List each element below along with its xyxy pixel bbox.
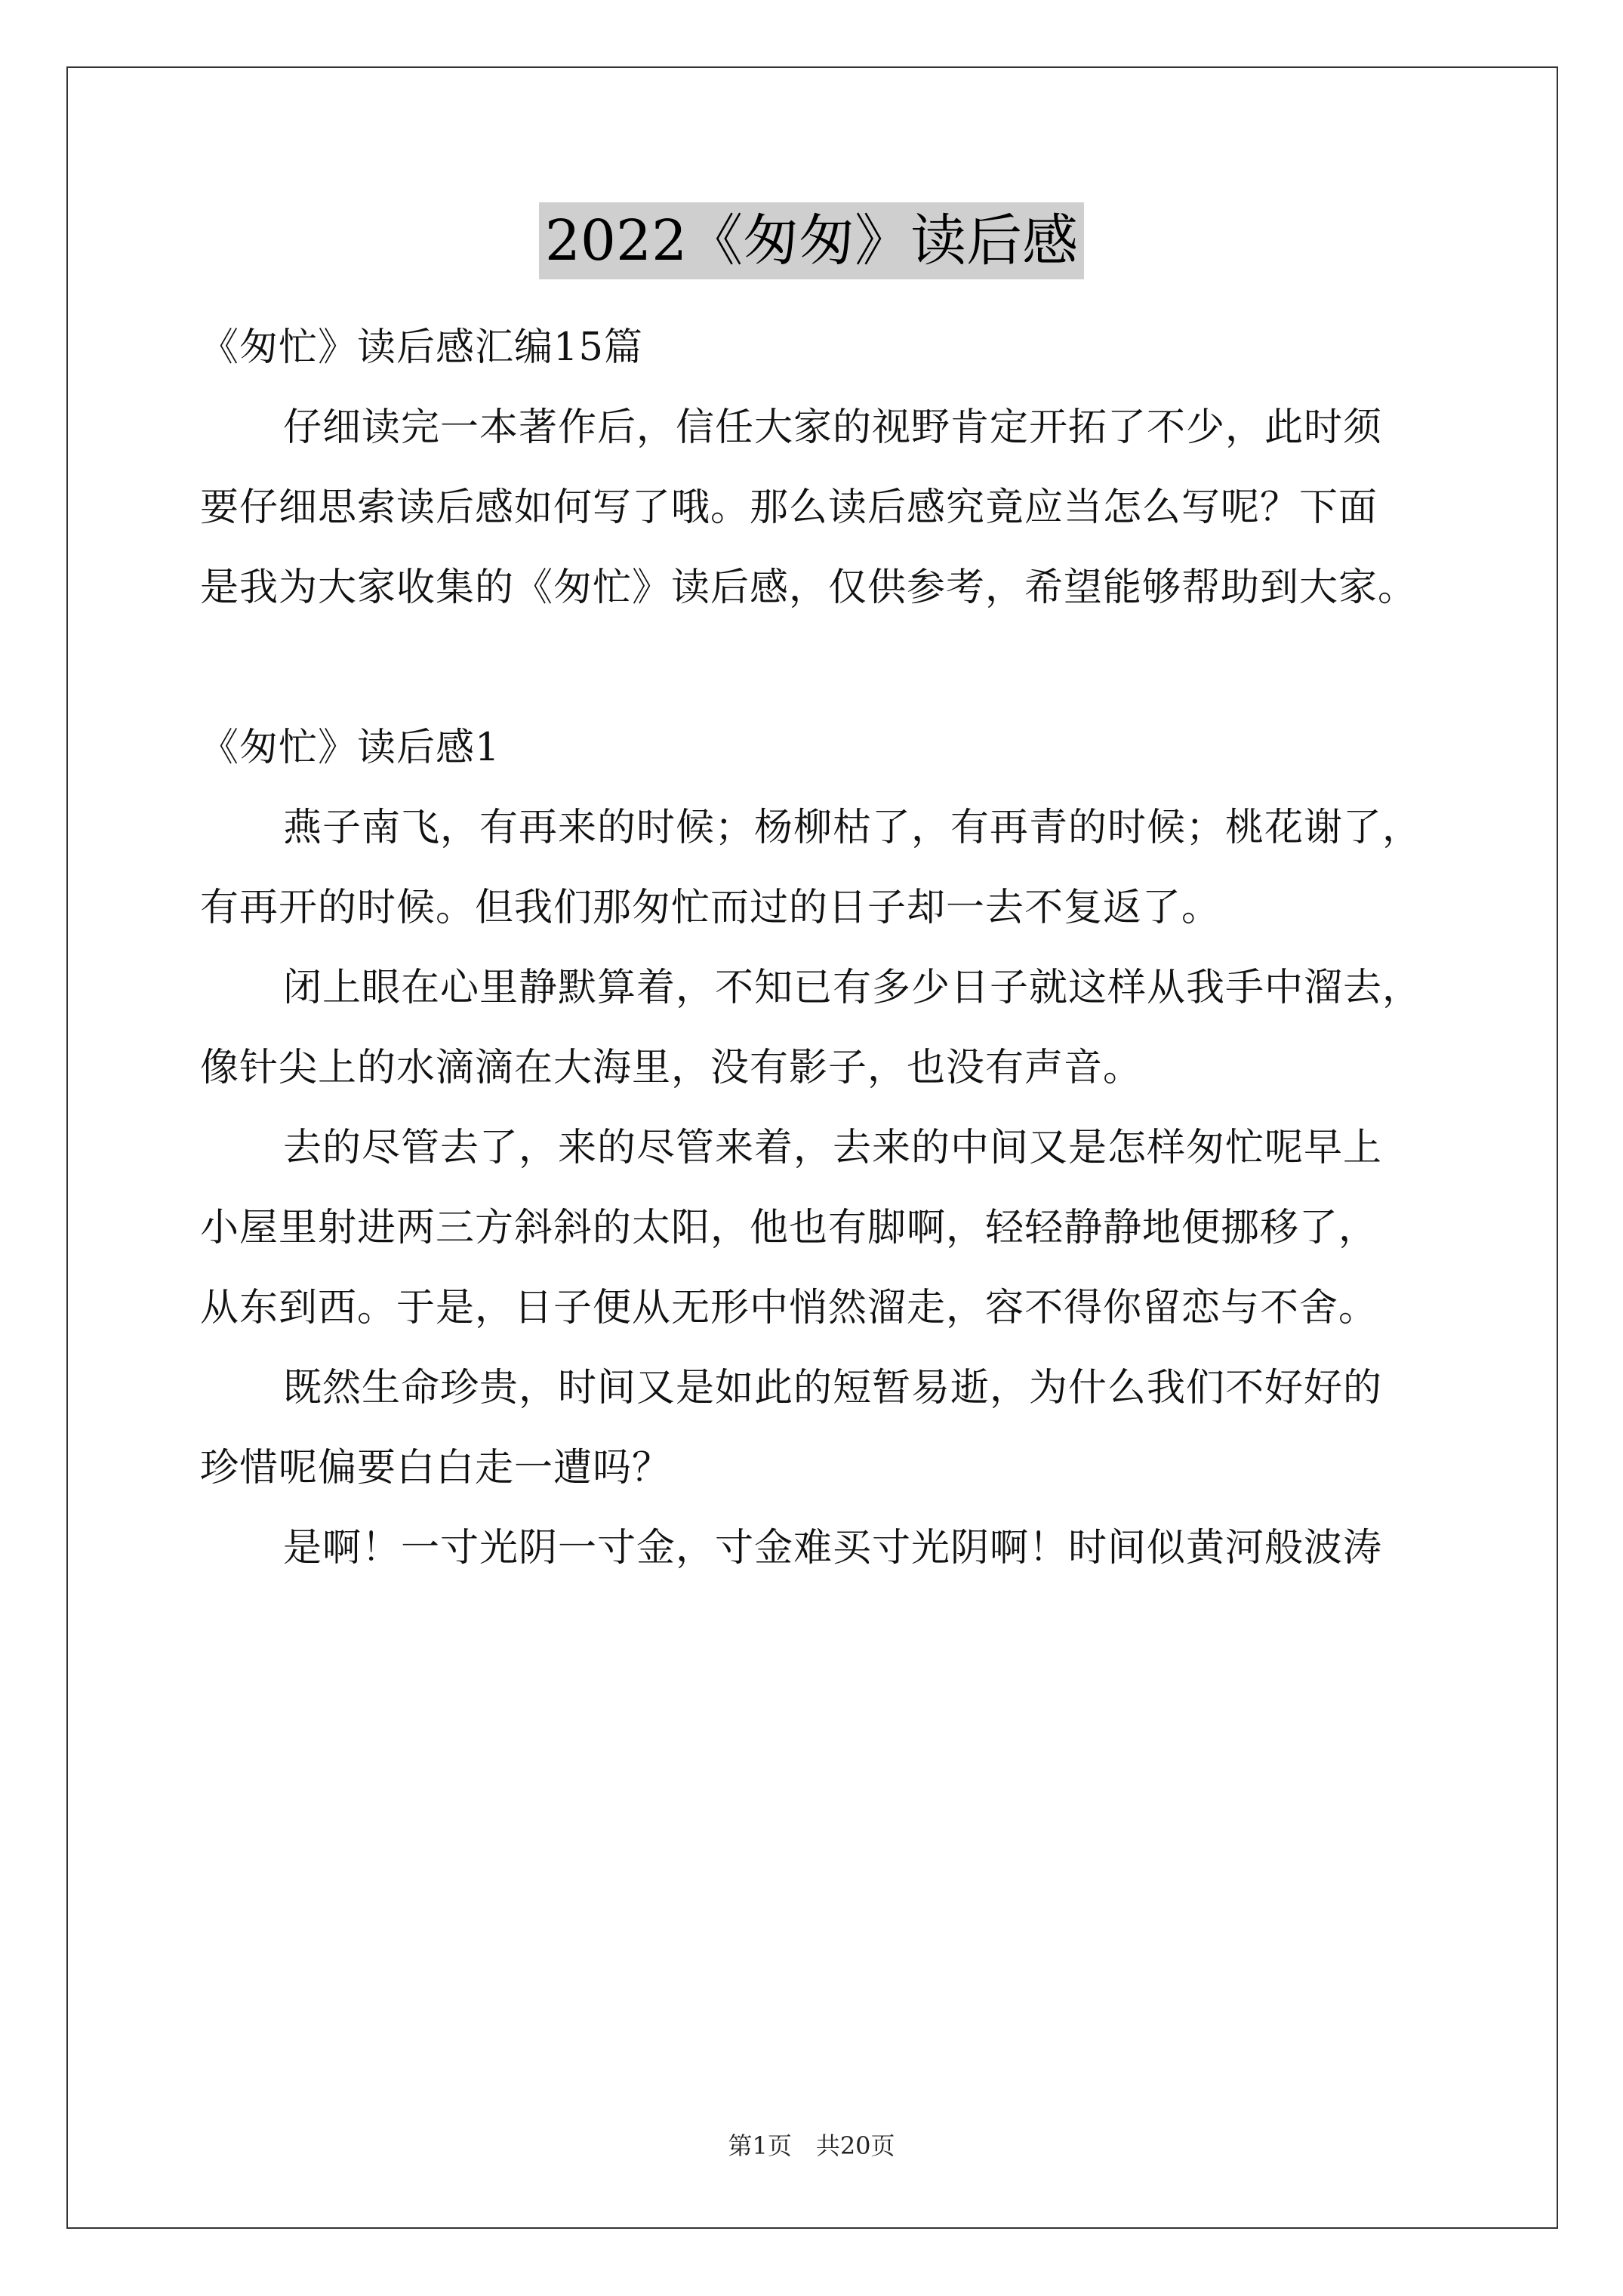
paragraph-line: 燕子南飞，有再来的时候；杨柳枯了，有再青的时候；桃花谢了， <box>283 806 1422 850</box>
subtitle: 《匆忙》读后感汇编15篇 <box>200 325 643 370</box>
paragraph-line: 闭上眼在心里静默算着，不知已有多少日子就这样从我手中溜去， <box>283 966 1422 1010</box>
page-footer: 第1页 共20页 <box>728 2131 895 2160</box>
paragraph-line: 有再开的时候。但我们那匆忙而过的日子却一去不复返了。 <box>200 886 1221 930</box>
intro-line: 要仔细思索读后感如何写了哦。那么读后感究竟应当怎么写呢？下面 <box>200 485 1378 530</box>
document-title: 2022《匆匆》读后感 <box>539 202 1084 279</box>
paragraph-line: 像针尖上的水滴滴在大海里，没有影子，也没有声音。 <box>200 1046 1143 1090</box>
section-heading: 《匆忙》读后感1 <box>200 726 500 770</box>
intro-line: 是我为大家收集的《匆忙》读后感，仅供参考，希望能够帮助到大家。 <box>200 566 1418 610</box>
paragraph-line: 小屋里射进两三方斜斜的太阳，他也有脚啊，轻轻静静地便挪移了， <box>200 1206 1378 1250</box>
document-body <box>200 308 1431 1589</box>
document-title-wrapper <box>0 202 1623 279</box>
intro-line: 仔细读完一本著作后，信任大家的视野肯定开拓了不少，此时须 <box>283 405 1383 450</box>
spacer <box>200 628 1431 708</box>
paragraph-line: 从东到西。于是，日子便从无形中悄然溜走，容不得你留恋与不舍。 <box>200 1286 1378 1330</box>
paragraph-line: 是啊！一寸光阴一寸金，寸金难买寸光阴啊！时间似黄河般波涛 <box>283 1526 1383 1570</box>
paragraph-line: 珍惜呢偏要白白走一遭吗？ <box>200 1446 672 1490</box>
paragraph-line: 去的尽管去了，来的尽管来着，去来的中间又是怎样匆忙呢早上 <box>283 1126 1383 1170</box>
paragraph-line: 既然生命珍贵，时间又是如此的短暂易逝，为什么我们不好好的 <box>283 1366 1383 1410</box>
